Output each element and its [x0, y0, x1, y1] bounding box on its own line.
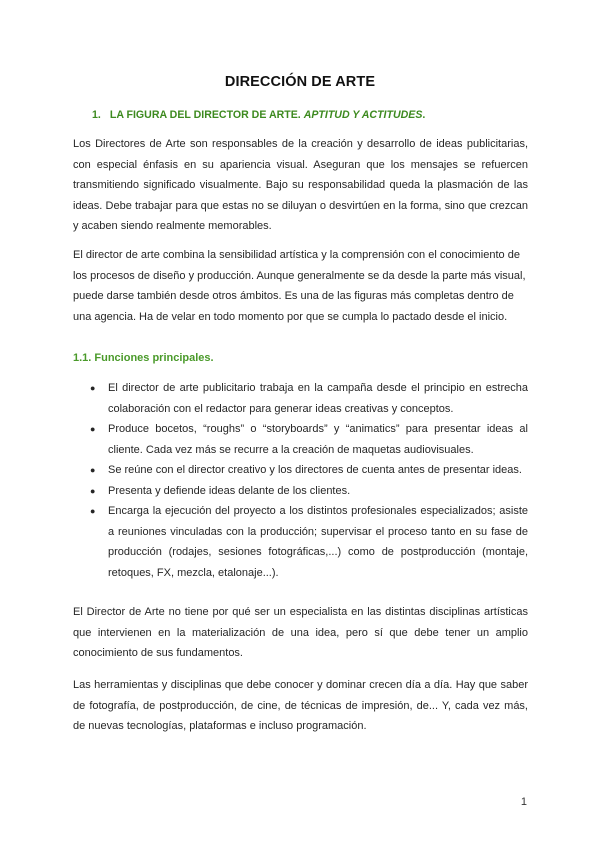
- list-item: [73, 378, 528, 419]
- section-heading: [92, 109, 425, 121]
- list-item-text: Encarga la ejecución del proyecto a los distintos profesionales especializados; asiste a reuniones vinculadas con la producción; supervisar el proceso tanto en su fase de producción (rodajes, sesiones fotográficas,...) como de postproducción (montaje, retoques, FX, mezcla, etalonaje...).: [108, 505, 528, 579]
- page-number: 1: [520, 796, 527, 808]
- list-item: [73, 481, 528, 502]
- bullet-icon: ●: [90, 383, 96, 393]
- bullet-icon: ●: [90, 506, 96, 516]
- closing-paragraph-2: Las herramientas y disciplinas que debe conocer y dominar crecen día a día. Hay que saber de fotografía, de postproducción, de cine, de técnicas de impresión, de... Y, cada vez más, de nuevas tecnologías, plataformas e incluso programación.: [73, 679, 528, 732]
- section-number: 1.: [92, 109, 101, 121]
- intro-paragraph-2: El director de arte combina la sensibilidad artística y la comprensión con el conocimiento de los procesos de diseño y producción. Aunque generalmente se da desde la parte más visual, puede darse también desde otros ámbitos. Es una de las figuras más completas dentro de una agencia. Ha de velar en todo momento por que se cumpla lo pactado desde el inicio.: [73, 249, 526, 323]
- bullet-icon: ●: [90, 465, 96, 475]
- list-item: [73, 460, 528, 481]
- subsection-heading: 1.1. Funciones principales.: [73, 352, 214, 364]
- list-item-text: Presenta y defiende ideas delante de los clientes.: [108, 484, 351, 497]
- document-title: DIRECCIÓN DE ARTE: [224, 74, 376, 90]
- list-item: [73, 501, 528, 583]
- functions-list: [73, 378, 528, 583]
- section-title-bold: LA FIGURA DEL DIRECTOR DE ARTE.: [109, 109, 301, 121]
- list-item-text: Se reúne con el director creativo y los directores de cuenta antes de presentar ideas.: [108, 464, 522, 476]
- intro-paragraph-1: Los Directores de Arte son responsables de la creación y desarrollo de ideas publicitarias, con especial énfasis en su apariencia visual. Aseguran que los mensajes se refuercen transmitiendo significado visualmente. Bajo su responsabilidad queda la plasmación de las ideas. Debe trabajar para que estas no se diluyan o desvirtúen en la forma, sino que crezcan y acaben siendo realmente memorables.: [73, 138, 528, 232]
- section-title-end: .: [422, 109, 426, 121]
- list-item: [73, 419, 528, 460]
- section-title-italic: APTITUD Y ACTITUDES: [303, 109, 423, 121]
- bullet-icon: ●: [90, 424, 96, 434]
- list-item-text: Produce bocetos, “roughs” o “storyboards” y “animatics” para presentar ideas al cliente. Cada vez más se recurre a la creación de maquetas audiovisuales.: [108, 423, 528, 456]
- closing-paragraph-1: El Director de Arte no tiene por qué ser un especialista en las distintas disciplinas artísticas que intervienen en la materialización de una idea, pero sí que debe tener un amplio conocimiento de sus fundamentos.: [73, 606, 528, 659]
- list-item-text: El director de arte publicitario trabaja en la campaña desde el principio en estrecha colaboración con el redactor para generar ideas creativas y conceptos.: [108, 382, 528, 415]
- bullet-icon: ●: [90, 485, 96, 496]
